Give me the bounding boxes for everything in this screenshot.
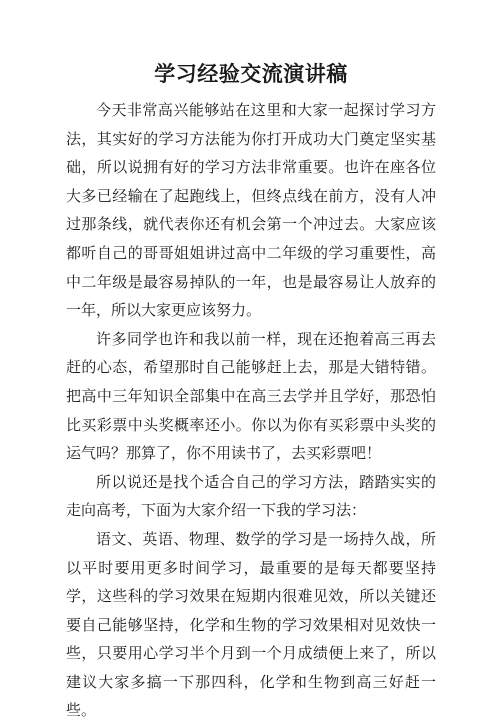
paragraph-method-intro: 所以说还是找个适合自己的学习方法，踏踏实实的走向高考，下面为大家介绍一下我的学习法：: [66, 472, 436, 520]
document-title: 学习经验交流演讲稿: [154, 61, 348, 86]
paragraph-subjects: 语文、英语、物理、数学的学习是一场持久战，所以平时要用更多时间学习，最重要的是每天都要坚持学，这些科的学习效果在短期内很难见效，所以关键还要自己能够坚持，化学和生物的学习效果相对见效快一些，只要用心学习半个月到一个月成绩便上来了，所以建议大家多搞一下那四科，化学和生物到高三好赶一些。: [66, 529, 436, 720]
document-page: [66, 0, 436, 725]
paragraph-intro: 今天非常高兴能够站在这里和大家一起探讨学习方法，其实好的学习方法能为你打开成功大门奠定坚实基础，所以说拥有好的学习方法非常重要。也许在座各位大多已经输在了起跑线上，但终点线在前方，没有人冲过那条线，就代表你还有机会第一个冲过去。大家应该都听自己的哥哥姐姐讲过高中二年级的学习重要性，高中二年级是最容易掉队的一年，也是最容易让人放弃的一年，所以大家更应该努力。: [66, 101, 436, 320]
paragraph-mindset: 许多同学也许和我以前一样，现在还抱着高三再去赶的心态，希望那时自己能够赶上去，那是大错特错。把高中三年知识全部集中在高三去学并且学好，那恐怕比买彩票中头奖概率还小。你以为你有买彩票中头奖的运气吗？那算了，你不用读书了，去买彩票吧！: [66, 329, 436, 463]
